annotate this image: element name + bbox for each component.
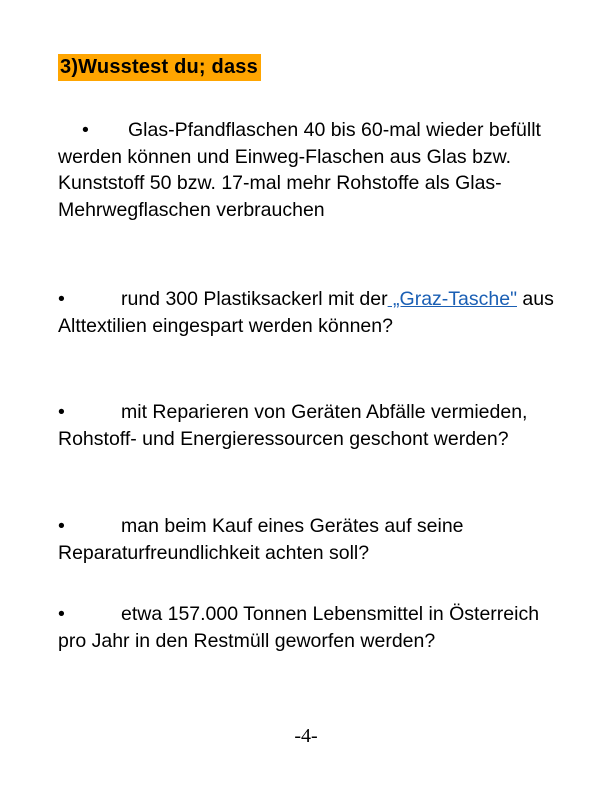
list-item: [58, 399, 558, 452]
bullet-icon: •: [58, 401, 65, 423]
section-heading: 3)Wusstest du; dass: [58, 54, 261, 81]
list-item: [58, 286, 558, 339]
list-item-text: Glas-Pfandflaschen 40 bis 60-mal wieder befüllt werden können und Einweg-Flaschen aus Glas bzw. Kunststoff 50 bzw. 17-mal mehr Rohstoffe als Glas-Mehrwegflaschen verbrauchen: [58, 119, 541, 221]
bullet-icon: •: [58, 603, 65, 625]
list-item: [58, 513, 558, 566]
list-item-text: mit Reparieren von Geräten Abfälle vermieden, Rohstoff- und Energieressourcen geschont werden?: [58, 401, 528, 450]
graz-tasche-link[interactable]: „Graz-Tasche": [387, 288, 517, 310]
list-item-text: aus Alttextilien eingespart werden können?: [58, 288, 554, 337]
list-item-text: rund 300 Plastiksackerl mit der: [121, 288, 388, 310]
bullet-icon: •: [82, 119, 89, 141]
bullet-icon: •: [58, 288, 65, 310]
list-item-text: man beim Kauf eines Gerätes auf seine Reparaturfreundlichkeit achten soll?: [58, 515, 464, 564]
page-number: -4-: [294, 725, 318, 747]
list-item: [58, 601, 558, 654]
list-item-text: etwa 157.000 Tonnen Lebensmittel in Österreich pro Jahr in den Restmüll geworfen werden?: [58, 603, 540, 652]
list-item: [58, 117, 558, 223]
bullet-icon: •: [58, 515, 65, 537]
